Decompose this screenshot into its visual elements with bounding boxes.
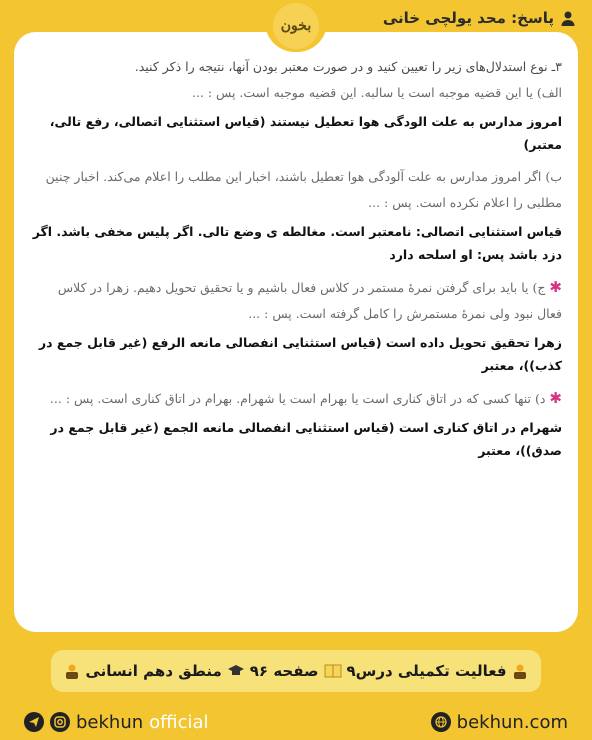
- content-card: [14, 32, 578, 632]
- instagram-icon[interactable]: [50, 712, 70, 732]
- item-answer: قیاس استثنایی اتصالی: نامعتبر است. مغالطه ی وضع تالی. اگر پلیس مخفی باشد. اگر دزد باشد پس: او اسلحه دارد: [32, 224, 562, 262]
- logo-icon: [273, 3, 319, 49]
- answer-label: پاسخ: محد یولچی خانی: [382, 9, 554, 27]
- globe-icon[interactable]: [431, 712, 451, 732]
- student-icon: [64, 663, 80, 679]
- item-question: الف) یا این قضیه موجبه است یا سالبه. این قضیه موجبه است. پس : ...: [191, 85, 562, 100]
- exercise-item: [30, 80, 562, 156]
- website-url: bekhun.com: [456, 711, 568, 733]
- item-question: ✱ د) تنها کسی که در اتاق کناری است یا بهرام است یا شهرام. بهرام در اتاق کناری است. پس : ...: [49, 389, 562, 407]
- lesson-info-bar: [51, 650, 541, 692]
- item-answer: شهرام در اتاق کناری است (قیاس استثنایی انفصالی مانعه الجمع (غیر قابل جمع در صدق))، معتبر: [50, 420, 562, 458]
- item-question: ب) اگر امروز مدارس به علت آلودگی هوا تعطیل باشند، اخبار این مطلب را اعلام می‌کند. اخبار چنین مطلبی را اعلام نکرده است. پس : ...: [45, 169, 562, 210]
- website-link[interactable]: [431, 712, 568, 733]
- telegram-icon[interactable]: [24, 712, 44, 732]
- answer-author: [383, 9, 576, 27]
- item-question: ✱ ج) یا باید برای گرفتن نمرهٔ مستمر در کلاس فعال باشیم و یا تحقیق تحویل دهیم. زهرا در کلاس فعال نبود ولی نمرهٔ مستمرش را کامل گرفته است. پس : ...: [57, 278, 562, 321]
- item-answer: زهرا تحقیق تحویل داده است (قیاس استثنایی انفصالی مانعه الرفع (غیر قابل جمع در کذب))، معتبر: [38, 335, 562, 373]
- logo-text: بخون: [280, 18, 312, 34]
- course-name: منطق دهم انسانی: [85, 662, 222, 680]
- book-icon: [324, 664, 342, 678]
- item-answer: امروز مدارس به علت الودگی هوا تعطیل نیستند (قیاس استثنایی اتصالی، رفع تالی، معتبر): [49, 114, 562, 152]
- social-prefix: bekhun: [76, 711, 144, 733]
- star-icon: ✱: [549, 278, 562, 296]
- lesson-activity: فعالیت تکمیلی درس۹: [346, 662, 507, 680]
- exercise-content: [30, 54, 562, 470]
- student-icon: [512, 663, 528, 679]
- footer: [0, 708, 592, 736]
- graduation-cap-icon: [227, 664, 245, 678]
- exercise-item: [30, 385, 562, 462]
- social-suffix: official: [149, 711, 209, 733]
- page-number: صفحه ۹۶: [249, 662, 319, 680]
- star-icon: ✱: [549, 389, 562, 407]
- user-icon: [560, 10, 576, 26]
- exercise-item: [30, 274, 562, 377]
- exercise-item: [30, 164, 562, 266]
- question-title: ۳ـ نوع استدلال‌های زیر را تعیین کنید و در صورت معتبر بودن آنها، نتیجه را ذکر کنید.: [134, 59, 562, 74]
- social-handle[interactable]: [24, 712, 209, 733]
